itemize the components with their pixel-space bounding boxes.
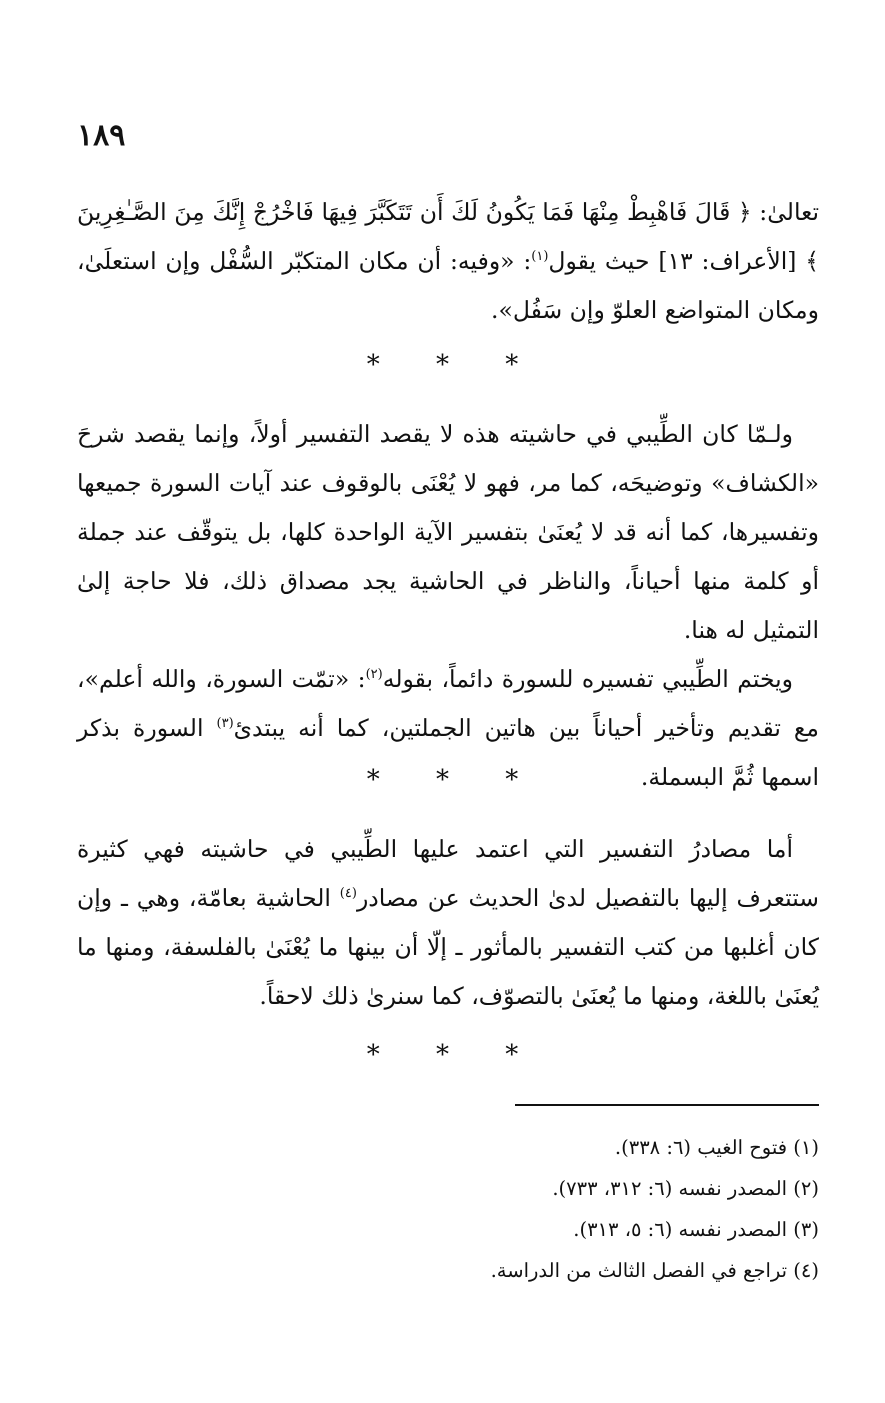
sources-section bbox=[77, 825, 819, 1021]
section-separator bbox=[0, 765, 885, 795]
quran-verse-line: تعالىٰ: ﴿ قَالَ فَاهْبِطْ مِنْهَا فَمَا يَكُونُ لَكَ أَن تَتَكَبَّرَ فِيهَا فَاخْرُجْ إِنَّكَ مِنَ الصَّـٰغِرِينَ ﴾ [الأعراف: ١٣] bbox=[77, 198, 819, 275]
footnote: (٢) المصدر نفسه (٦: ٣١٢، ٧٣٣). bbox=[552, 1177, 819, 1200]
asterisk: * bbox=[366, 350, 380, 380]
asterisk: * bbox=[436, 350, 449, 380]
text-run: أما مصادرُ التفسير التي اعتمد عليها الطِّيبي في حاشيته فهي كثيرة ستتعرف إليها بالتفصيل لدىٰ الحديث عن مصادر bbox=[77, 835, 819, 912]
text-run: السورة بذكر اسمها ثُمَّ البسملة. bbox=[77, 714, 819, 791]
footnote-ref: (٤) bbox=[339, 886, 357, 902]
text-run: : «تمّت السورة، والله أعلم»، مع تقديم وتأخير أحياناً بين هاتين الجملتين، كما أنه يبتدئ bbox=[77, 665, 819, 742]
paragraph bbox=[77, 825, 819, 1021]
text-run: حيث يقول bbox=[548, 247, 650, 275]
section-separator bbox=[0, 1040, 885, 1070]
quran-quote-paragraph bbox=[77, 188, 819, 335]
section-separator bbox=[0, 350, 885, 380]
asterisk: * bbox=[366, 1040, 380, 1070]
asterisk: * bbox=[436, 765, 449, 795]
text-run: ويختم الطِّيبي تفسيره للسورة دائماً، بقوله bbox=[382, 665, 794, 693]
footnote-ref: (٢) bbox=[365, 667, 383, 683]
asterisk: * bbox=[366, 765, 380, 795]
page-number: ١٨٩ bbox=[77, 118, 126, 153]
asterisk: * bbox=[505, 1040, 519, 1070]
tafsir-method-section bbox=[77, 410, 819, 802]
text-run: : «وفيه: أن مكان المتكبّر السُّفْل وإن استعلَىٰ، ومكان المتواضع العلوّ وإن سَفُل». bbox=[77, 247, 819, 324]
footnote: (١) فتوح الغيب (٦: ٣٣٨). bbox=[614, 1136, 819, 1159]
text-run: الحاشية بعامّة، وهي ـ وإن كان أغلبها من كتب التفسير بالمأثور ـ إلّا أن بينها ما يُعْنَىٰ بالفلسفة، ومنها ما يُعنَىٰ باللغة، ومنها ما يُعنَىٰ بالتصوّف، كما سنرىٰ ذلك لاحقاً. bbox=[77, 884, 819, 1010]
asterisk: * bbox=[436, 1040, 449, 1070]
footnote-divider bbox=[515, 1104, 819, 1106]
footnote-ref: (١) bbox=[531, 249, 549, 265]
asterisk: * bbox=[505, 765, 519, 795]
footnote: (٤) تراجع في الفصل الثالث من الدراسة. bbox=[490, 1259, 819, 1282]
footnote-ref: (٣) bbox=[216, 716, 234, 732]
footnote: (٣) المصدر نفسه (٦: ٥، ٣١٣). bbox=[573, 1218, 819, 1241]
paragraph bbox=[77, 188, 819, 335]
paragraph: ولـمّا كان الطِّيبي في حاشيته هذه لا يقصد التفسير أولاً، وإنما يقصد شرحَ «الكشاف» وتوضيحَه، كما مر، فهو لا يُعْنَى بالوقوف عند آيات السورة جميعها وتفسيرها، كما أنه قد لا يُعنَىٰ بتفسير الآية الواحدة كلها، بل يتوقّف عند جملة أو كلمة منها أحياناً، والناظر في الحاشية يجد مصداق ذلك، فلا حاجة إلىٰ التمثيل له هنا. bbox=[77, 420, 819, 644]
footnotes bbox=[77, 1127, 819, 1291]
asterisk: * bbox=[505, 350, 519, 380]
